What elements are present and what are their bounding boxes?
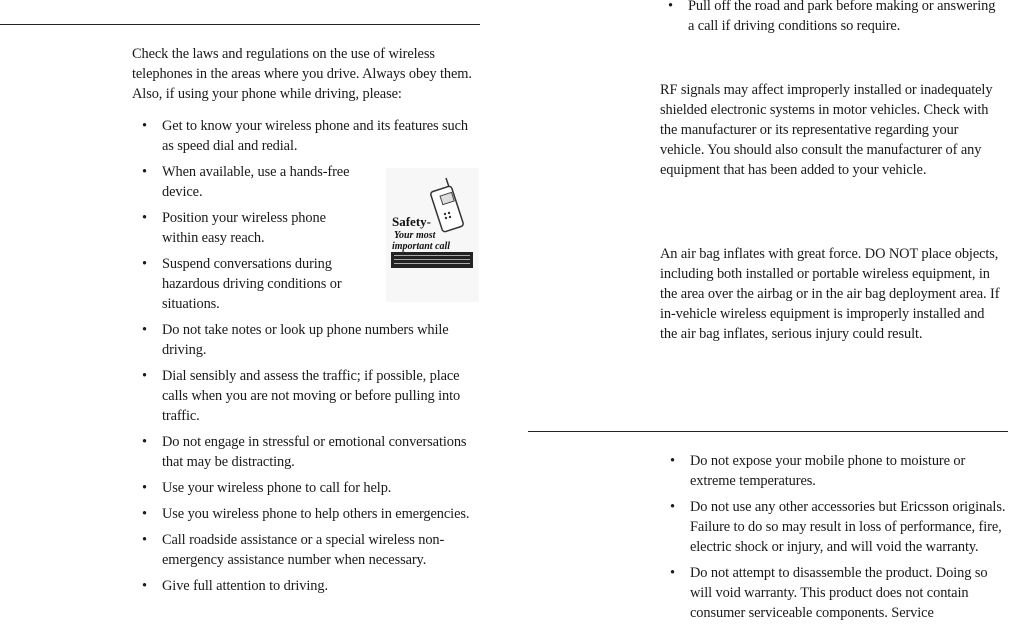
- intro-paragraph: Check the laws and regulations on the use of wireless telephones in the areas where you drive. Always obey them. Also, if using your phone while driving, please:: [132, 46, 472, 102]
- list-item: • Do not take notes or look up phone numbers while driving.: [132, 320, 482, 360]
- list-item: • When available, use a hands-free device.: [132, 162, 352, 202]
- rf-signals-paragraph: RF signals may affect improperly installed or inadequately shielded electronic systems in motor vehicles. Check with the manufacturer or its representative regarding your vehicle. You should also consult the manufacturer of any equipment that has been added to your vehicle.: [660, 82, 993, 178]
- list-item: • Give full attention to driving.: [132, 576, 482, 596]
- pull-off-list: [658, 0, 998, 42]
- list-item: • Position your wireless phone within easy reach.: [132, 208, 352, 248]
- badge-text-line3: important call: [392, 241, 451, 252]
- list-item: • Use your wireless phone to call for help.: [132, 478, 482, 498]
- air-bag-paragraph: An air bag inflates with great force. DO NOT place objects, including both installed or portable wireless equipment, in the area over the airbag or in the air bag deployment area. If in-vehicle wireless equipment is improperly installed and the air bag inflates, serious injury could result.: [660, 246, 1000, 342]
- list-item: • Dial sensibly and assess the traffic; if possible, place calls when you are not moving or before pulling into traffic.: [132, 366, 482, 426]
- list-item: • Do not engage in stressful or emotional conversations that may be distracting.: [132, 432, 482, 472]
- list-item: • Do not use any other accessories but Ericsson originals. Failure to do so may result in loss of performance, fire, electric shock or injury, and will void the warranty.: [660, 497, 1008, 557]
- section-divider-right: [528, 431, 1008, 432]
- list-item: • Get to know your wireless phone and its features such as speed dial and redial.: [132, 116, 482, 156]
- list-item: • Use you wireless phone to help others in emergencies.: [132, 504, 482, 524]
- list-item: • Pull off the road and park before making or answering a call if driving conditions so require.: [658, 0, 998, 36]
- list-item: • Do not attempt to disassemble the product. Doing so will void warranty. This product does not contain consumer serviceable components. Service: [660, 563, 1008, 623]
- list-item: • Do not expose your mobile phone to moisture or extreme temperatures.: [660, 451, 1008, 491]
- badge-text-line1: Safety-: [392, 214, 431, 229]
- badge-text-line2: Your most: [394, 230, 436, 241]
- list-item: • Call roadside assistance or a special wireless non-emergency assistance number when necessary.: [132, 530, 482, 570]
- safety-badge: [386, 168, 479, 302]
- care-tips-list: [660, 451, 1008, 629]
- section-divider-left: [0, 24, 480, 25]
- list-item: • Suspend conversations during hazardous driving conditions or situations.: [132, 254, 362, 314]
